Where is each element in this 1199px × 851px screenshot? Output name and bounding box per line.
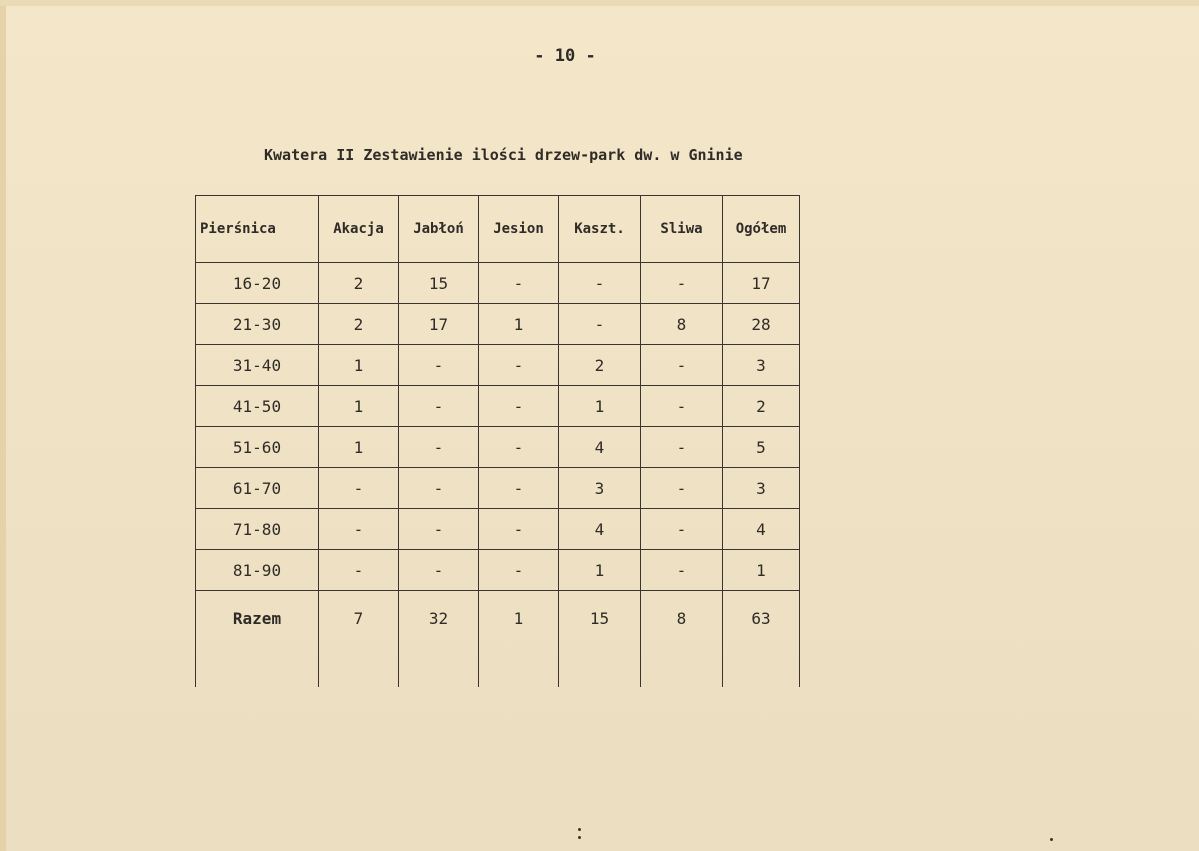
cell-apple: -: [399, 427, 479, 468]
cell-apple: -: [399, 345, 479, 386]
cell-total: 3: [723, 345, 800, 386]
header-plum: Sliwa: [641, 196, 723, 263]
paper-edge-top: [0, 0, 1199, 6]
table-row: [196, 427, 800, 468]
cell-chestnut: -: [559, 263, 641, 304]
cell-ash: -: [479, 550, 559, 591]
cell-diameter: 61-70: [196, 468, 319, 509]
table-row: [196, 468, 800, 509]
cell-ash: -: [479, 263, 559, 304]
cell-total: 17: [723, 263, 800, 304]
table-header: [196, 196, 800, 263]
cell-total: 1: [723, 550, 800, 591]
cell-total: 2: [723, 386, 800, 427]
total-label: Razem: [196, 591, 319, 687]
header-total: Ogółem: [723, 196, 800, 263]
cell-chestnut: 4: [559, 509, 641, 550]
paper-speck: [578, 828, 581, 831]
cell-total: 3: [723, 468, 800, 509]
cell-plum: -: [641, 468, 723, 509]
cell-diameter: 71-80: [196, 509, 319, 550]
cell-chestnut: -: [559, 304, 641, 345]
table-row: [196, 386, 800, 427]
cell-ash: -: [479, 427, 559, 468]
cell-acacia: -: [319, 509, 399, 550]
cell-acacia: 2: [319, 304, 399, 345]
cell-plum: -: [641, 345, 723, 386]
cell-diameter: 21-30: [196, 304, 319, 345]
cell-ash: -: [479, 468, 559, 509]
cell-diameter: 41-50: [196, 386, 319, 427]
cell-plum: -: [641, 550, 723, 591]
table-row: [196, 304, 800, 345]
total-chestnut: 15: [559, 591, 641, 687]
cell-ash: -: [479, 345, 559, 386]
total-apple: 32: [399, 591, 479, 687]
cell-apple: -: [399, 468, 479, 509]
header-row: [196, 196, 800, 263]
cell-plum: -: [641, 386, 723, 427]
cell-plum: 8: [641, 304, 723, 345]
cell-chestnut: 1: [559, 550, 641, 591]
table-body: [196, 263, 800, 687]
cell-diameter: 51-60: [196, 427, 319, 468]
table-row: [196, 509, 800, 550]
total-plum: 8: [641, 591, 723, 687]
page-number: - 10 -: [534, 46, 596, 66]
cell-apple: -: [399, 386, 479, 427]
cell-total: 4: [723, 509, 800, 550]
cell-ash: 1: [479, 304, 559, 345]
cell-apple: -: [399, 509, 479, 550]
cell-plum: -: [641, 263, 723, 304]
cell-acacia: -: [319, 550, 399, 591]
cell-chestnut: 4: [559, 427, 641, 468]
cell-acacia: 1: [319, 427, 399, 468]
cell-chestnut: 1: [559, 386, 641, 427]
cell-acacia: 1: [319, 345, 399, 386]
cell-total: 28: [723, 304, 800, 345]
header-diameter-label: Pierśnica: [200, 221, 276, 237]
cell-acacia: 2: [319, 263, 399, 304]
tree-count-table: [195, 195, 800, 687]
cell-chestnut: 3: [559, 468, 641, 509]
cell-diameter: 16-20: [196, 263, 319, 304]
header-acacia: Akacja: [319, 196, 399, 263]
paper-speck: [1050, 838, 1053, 841]
table-row: [196, 263, 800, 304]
table-row: [196, 345, 800, 386]
cell-plum: -: [641, 427, 723, 468]
total-row: [196, 591, 800, 687]
cell-ash: -: [479, 386, 559, 427]
table-row: [196, 550, 800, 591]
total-grand: 63: [723, 591, 800, 687]
header-diameter: [196, 196, 319, 263]
cell-apple: 15: [399, 263, 479, 304]
total-acacia: 7: [319, 591, 399, 687]
cell-ash: -: [479, 509, 559, 550]
header-chestnut: Kaszt.: [559, 196, 641, 263]
paper-speck: [578, 836, 581, 839]
header-ash: Jesion: [479, 196, 559, 263]
cell-diameter: 31-40: [196, 345, 319, 386]
document-title: Kwatera II Zestawienie ilości drzew-park dw. w Gninie: [264, 146, 743, 164]
cell-plum: -: [641, 509, 723, 550]
header-apple: Jabłoń: [399, 196, 479, 263]
paper-edge-left: [0, 0, 6, 851]
total-ash: 1: [479, 591, 559, 687]
cell-apple: 17: [399, 304, 479, 345]
cell-diameter: 81-90: [196, 550, 319, 591]
cell-apple: -: [399, 550, 479, 591]
cell-acacia: -: [319, 468, 399, 509]
cell-total: 5: [723, 427, 800, 468]
cell-acacia: 1: [319, 386, 399, 427]
cell-chestnut: 2: [559, 345, 641, 386]
